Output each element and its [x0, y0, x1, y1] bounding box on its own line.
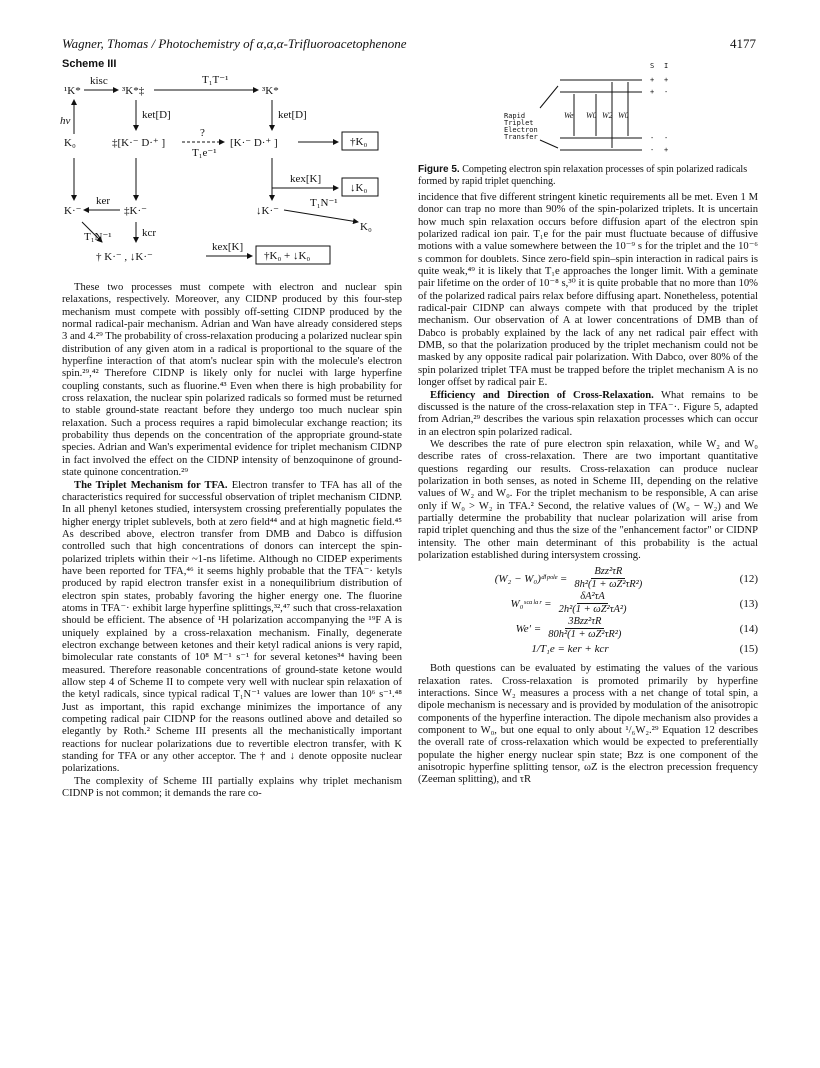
- right-column: [418, 192, 758, 787]
- lbl-t1n2: T₁N⁻¹: [84, 231, 112, 243]
- section-heading-triplet: The Triplet Mechanism for TFA.: [74, 479, 228, 491]
- lbl-box1: †K₀: [350, 136, 368, 148]
- running-title: Wagner, Thomas / Photochemistry of α,α,α-Trifluoroacetophenone: [62, 36, 407, 51]
- right-paragraph-3: We describes the rate of pure electron spin relaxation, while W₂ and W₀ describe rates of cross-relaxation. There are two important quantitative questions regarding our results. Cross-relaxation can produce nuclear polarization in both senses, as noted in Scheme III, depending on the relative values of W₂ and W₀. For the triplet mechanism to be responsible, A can arise only if W₀ > W₂ in TFA.² Second, the relative values of (W₀ − W₂) and We partially determine the probability that nuclear polarization will arise from rapid triplet quenching and thus the size of the "enhancement factor" or CIDNP intensity. The other main determinant of this probability is the actual polarization established during intersystem crossing.: [418, 438, 758, 561]
- eq14-num: 3Bzz²τR: [565, 616, 604, 629]
- eq13-num: δA²τA: [577, 591, 608, 604]
- fig5-sign-4a: -: [650, 146, 655, 154]
- fig5-col-i: I: [664, 62, 669, 70]
- lbl-q: ?: [200, 127, 205, 139]
- fig5-sign-1a: +: [650, 76, 655, 84]
- eq12-den: 8h²(1 + ωZ²τR²): [574, 579, 643, 591]
- eq14-number: (14): [739, 622, 758, 635]
- lbl-pair2: [K·⁻ D·⁺ ]: [230, 137, 278, 149]
- lbl-kex2: kex[K]: [212, 241, 244, 253]
- fig5-sign-1b: +: [664, 76, 669, 84]
- figure-5-caption-text: Competing electron spin relaxation processes of spin polarized radicals formed by rapid triplet quenching.: [418, 164, 748, 187]
- left-column: [62, 282, 402, 800]
- eq15-lhs: 1/T₁e = ker + kcr: [531, 643, 609, 656]
- figure-5-caption: [418, 164, 758, 188]
- section-heading-efficiency: Efficiency and Direction of Cross-Relaxation.: [430, 389, 654, 401]
- lbl-kisc: kisc: [90, 75, 108, 87]
- fig5-w0a: W0: [586, 111, 597, 120]
- lbl-bottom: † K·⁻ , ↓K·⁻: [96, 251, 153, 263]
- fig5-rapid-1: Rapid: [504, 112, 526, 120]
- lbl-3k: ³K*: [262, 85, 279, 97]
- equation-12: [418, 566, 758, 591]
- fig5-rapid-4: Transfer: [504, 133, 538, 141]
- right-paragraph-2-text: What remains to be discussed is the nature of the cross-relaxation step in TFA⁻·. Figure 5, adapted from Adrian,²⁹ describes the various spin relaxation processes which can occur in an electron spin polarized radical.: [418, 389, 758, 438]
- lbl-1k: ¹K*: [64, 85, 81, 97]
- lbl-box2: ↓K₀: [350, 182, 368, 194]
- eq12-num: Bzz²τR: [591, 566, 625, 579]
- fig5-we: We: [564, 111, 574, 120]
- eq13-number: (13): [739, 597, 758, 610]
- lbl-kex1: kex[K]: [290, 173, 322, 185]
- scheme-title: Scheme III: [62, 58, 117, 70]
- eq12-number: (12): [739, 572, 758, 585]
- fig5-arrow-down: [540, 140, 558, 148]
- lbl-3kt: ³K*‡: [122, 85, 145, 97]
- eq15-number: (15): [739, 643, 758, 656]
- eq13-den: 2h²(1 + ωZ²τA²): [558, 604, 627, 616]
- equations: [418, 566, 758, 657]
- eq14-lhs: We′ =: [515, 622, 542, 635]
- fig5-sign-3a: -: [650, 134, 655, 142]
- fig5-sign-3b: -: [664, 134, 669, 142]
- lbl-t1e: T₁e⁻¹: [192, 147, 217, 159]
- eq12-lhs: (W₂ − W₀)ᵈⁱᵖᵒˡᵉ =: [494, 572, 568, 585]
- scheme-iii-diagram: [62, 72, 402, 272]
- lbl-dkm: ↓K·⁻: [256, 205, 279, 217]
- fig5-sign-4b: +: [664, 146, 669, 154]
- lbl-k0a: K₀: [64, 137, 76, 149]
- right-paragraph-2: [418, 390, 758, 439]
- left-paragraph-2-text: Electron transfer to TFA has all of the characteristics required for successful observation of triplet mechanism CIDNP. In all phenyl ketones studied, intersystem crossing preferentially populates the higher energy triplet sublevels, both at zero field⁴⁴ and at high magnetic field.⁴⁵ As described above, electron transfer from DMB and Dabco is diffusion controlled such that high concentrations of donors can intercept the spin-polarized triplets within their ~1-ns lifetime. Although no CIDEP experiments have been reported for TFA,⁴⁶ it seems highly probable that the TFA⁻· ketyls produced by rapid electron transfer exist in a nonequilibrium distribution of electron spin states, probably favoring the higher energy one. The fluorine atoms in TFA⁻· exhibit large hyperfine splittings,³²,⁴⁷ such that cross-relaxation should be efficient. The absence of ¹H polarization accompanying the ¹⁹F A is uniquely explained by a cross-relaxation mechanism. Finally, degenerate electron exchange between ketones and their ketyl radical anions is very rapid, bimolecular rate constants of 10⁸ M⁻¹ s⁻¹ for several ketones³⁴ having been measured. Therefore reasonable concentrations of ground-state ketone would allow step 4 of Scheme II to compete very well with nuclear spin relaxation of the ketyl radicals, since typical radical T₁N⁻¹ values are lower than 10⁶ s⁻¹.⁴⁸ Just as important, this rapid exchange minimizes the importance of any competing radical pair CIDNP for the reasons outlined above and detailed so elegantly by Roth.² Scheme III presents all the mechanistically important reactions for nuclear polarizations due to revertible electron transfer, with K standing for TFA or any other acceptor. The † and ↓ denote opposite nuclear polarizations.: [62, 479, 402, 775]
- fig5-w0b: W0: [618, 111, 629, 120]
- running-header: [62, 36, 756, 54]
- left-paragraph-3: The complexity of Scheme III partially explains why triplet mechanism CIDNP is not common; it demands the rare co-: [62, 775, 402, 800]
- fig5-rapid-3: Electron: [504, 126, 538, 134]
- left-paragraph-2: [62, 480, 402, 776]
- lbl-km: K·⁻: [64, 205, 82, 217]
- lbl-k0b: K₀: [360, 221, 372, 233]
- eq13-lhs: W₀ˢᶜᵃˡᵃʳ =: [510, 597, 552, 610]
- equation-13: [418, 591, 758, 616]
- fig5-col-s: S: [650, 62, 655, 70]
- equation-14: [418, 616, 758, 641]
- arrow-t1n: [284, 210, 358, 222]
- lbl-hv: hν: [60, 115, 71, 127]
- page-number: 4177: [730, 36, 756, 51]
- right-paragraph-4: Both questions can be evaluated by estimating the values of the various relaxation rates. Cross-relaxation is promoted primarily by hyperfine interactions. Since W₂ measures a process with a net change of total spin, a dipole mechanism is necessary and is provided by modulation of the anisotropic components of the hyperfine interaction. The dipole mechanism also provides a component to W₀, but one equal to only about ¹/₆W₂.²⁹ Equation 12 describes the overall rate of cross-relaxation which would be expected to preferentially populate the higher energy nuclear spin state; Bzz is one component of the anisotropic hyperfine splitting tensor, ωZ is the electron precession frequency (Zeeman splitting), and τR: [418, 663, 758, 786]
- figure-5-label: Figure 5.: [418, 164, 460, 175]
- figure-5-diagram: [500, 60, 680, 160]
- equation-15: [418, 641, 758, 657]
- fig5-arrow-up: [540, 86, 558, 108]
- left-paragraph-1: These two processes must compete with electron and nuclear spin relaxations, respectively. Moreover, any CIDNP produced by this four-step mechanism must compete with possibly off-setting CIDNP produced by the normal radical-pair mechanism. Adrian and Wan have already considered steps 3 and 4.²⁹ The probability of cross-relaxation producing a polarized nuclear spin distribution of any given atom in a radical is proportional to the square of the hyperfine interaction of that atom's nuclear spin with the molecule's electron spin.²⁹,⁴² Therefore CIDNP is likely only for nuclei with large hyperfine coupling constants, such as fluorine.⁴³ Even when there is high probability for cross relaxation, the nuclear spin polarized radicals so formed must be returned to stable ground-state reactant before they undergo too much nuclear spin relaxation. Such a process requires a rapid bimolecular exchange reaction; its probability thus depends on the concentration of the appropriate ground-state species. Adrian and Wan's experimental evidence for triplet mechanism CIDNP in fact involved the effect on the CIDNP intensity of benzoquinone of ground-state quinone concentration.²⁹: [62, 282, 402, 479]
- lbl-t1t: T₁T⁻¹: [202, 74, 229, 86]
- lbl-ket2: ket[D]: [278, 109, 307, 121]
- fig5-rapid-2: Triplet: [504, 119, 534, 127]
- lbl-ker: ker: [96, 195, 111, 207]
- lbl-t1n: T₁N⁻¹: [310, 197, 338, 209]
- right-paragraph-1: incidence that five different stringent kinetic requirements all be met. Even 1 M donor can trap no more than 90% of the spin-polarized triplets. It is uncertain how much spin relaxation occurs before diffusion apart of the electron spin polarized radical ion pair. T₁e for the pair must fluctuate because of diffusive motions with a value somewhere between the 10⁻⁹ s for the triplet and the 10⁻⁶ s common for doublets. Since zero-field spin–spin interaction in radical pairs is quite weak,⁴⁹ it is likely that T₁e approaches the longer limit. With a geminate pair lifetime on the order of 10⁻⁸ s,³⁰ it is quite probable that no more than 10% of the polarized radical pairs relax before diffusing apart. Nonetheless, potential radical-pair CIDNP can always compete with that produced by the triplet mechanism. Our observation of A at lower concentrations of DMB than of Dabco is probably explained by the lack of any net radical pair effect with DMB, so that the polarization produced by the triplet mechanism could not be masked by any opposite radical pair polarization. With Dabco, over 80% of the spin polarized triplet TFA must be trapped before the triplet mechanism A is no longer offset by radical pair E.: [418, 192, 758, 389]
- fig5-sign-2b: -: [664, 88, 669, 96]
- eq14-den: 80h²(1 + ωZ²τR²): [548, 629, 622, 641]
- fig5-w2: W2: [602, 111, 613, 120]
- lbl-box3: †K₀ + ↓K₀: [264, 250, 311, 262]
- lbl-ket1: ket[D]: [142, 109, 171, 121]
- lbl-pair1: ‡[K·⁻ D·⁺ ]: [112, 137, 166, 149]
- lbl-tkm: ‡K·⁻: [124, 205, 147, 217]
- fig5-sign-2a: +: [650, 88, 655, 96]
- lbl-kcr: kcr: [142, 227, 157, 239]
